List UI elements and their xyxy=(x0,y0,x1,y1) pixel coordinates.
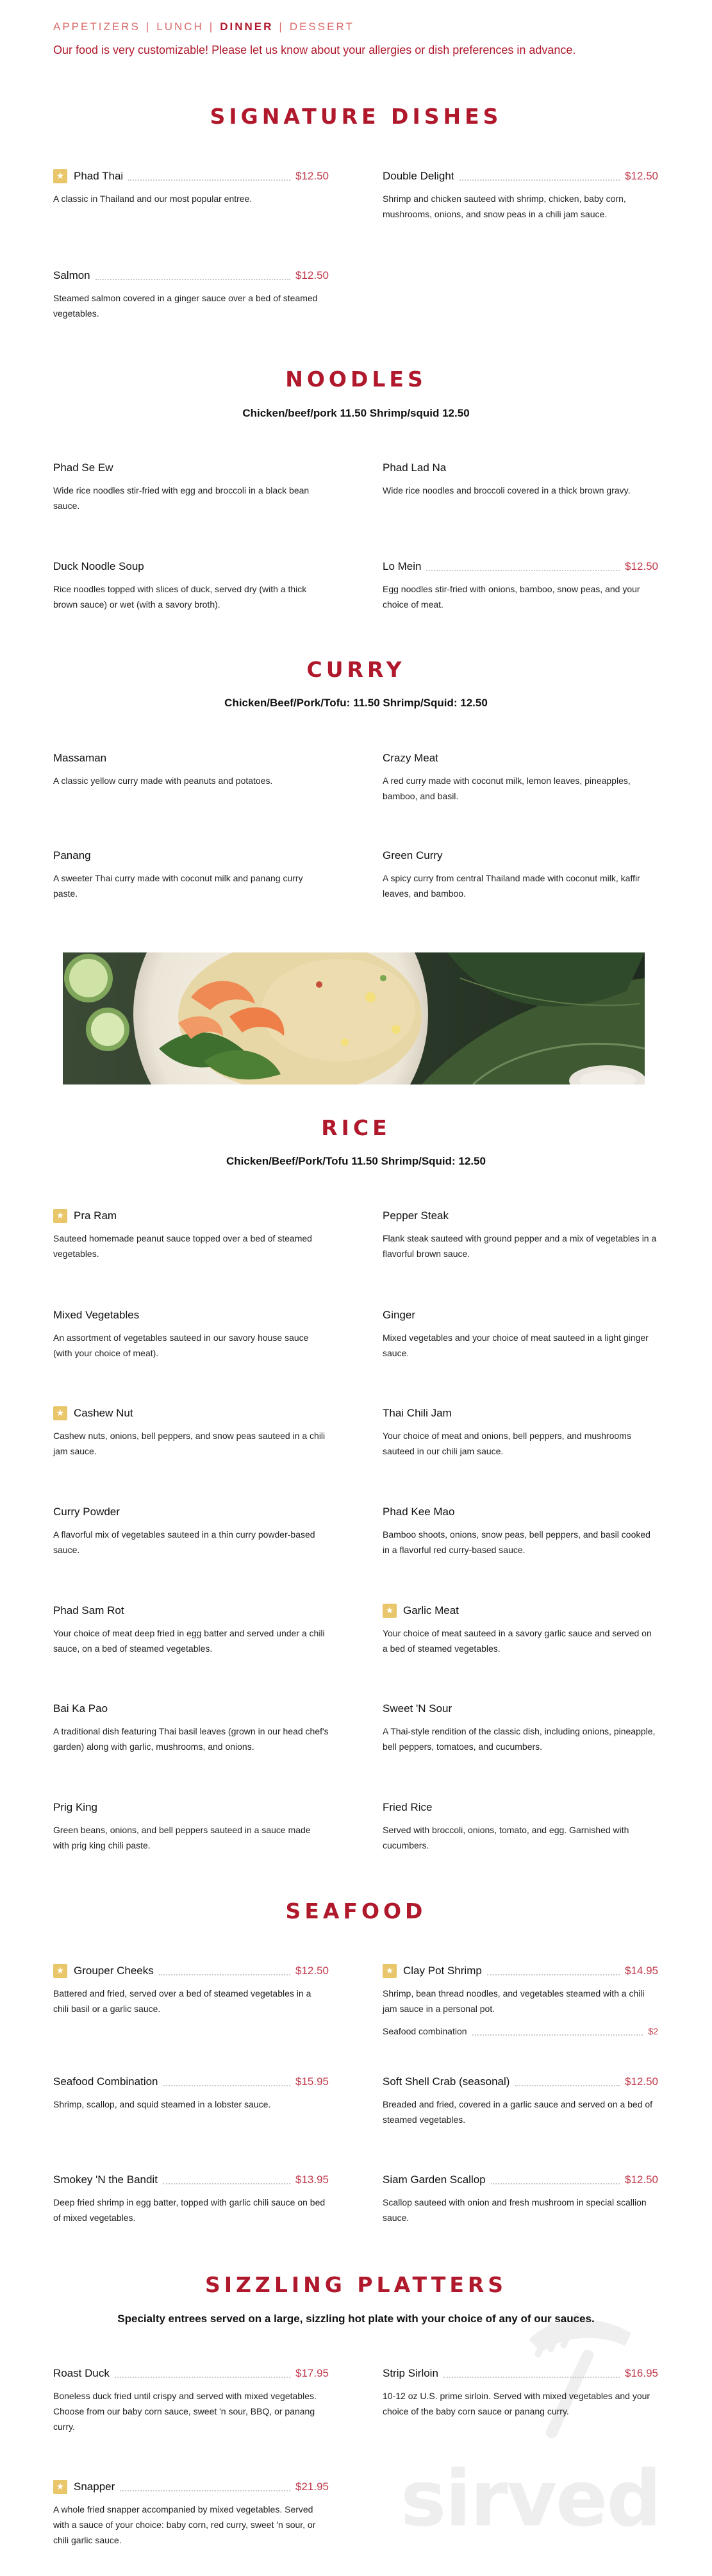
item-name: Siam Garden Scallop xyxy=(383,2173,486,2186)
item-price: $16.95 xyxy=(625,2367,658,2379)
leader-dots xyxy=(515,2077,620,2086)
leader-dots xyxy=(128,172,290,181)
item-price: $12.50 xyxy=(625,2075,658,2088)
menu-item xyxy=(383,750,658,804)
item-description: Flank steak sauteed with ground pepper and a mix of vegetables in a flavorful brown sauce. xyxy=(383,1233,657,1259)
item-price: $14.95 xyxy=(625,1965,658,1977)
item-description: A whole fried snapper accompanied by mixed vegetables. Served with a sauce of your choice: baby corn, red curry, sweet 'n sour, or chili garlic sauce. xyxy=(53,2504,316,2545)
menu-item xyxy=(53,847,329,901)
leader-dots xyxy=(159,1966,290,1975)
star-icon: ★ xyxy=(53,1406,67,1420)
item-description: A spicy curry from central Thailand made with coconut milk, kaffir leaves, and bamboo. xyxy=(383,873,640,899)
item-description: Breaded and fried, covered in a garlic sauce and served on a bed of steamed vegetables. xyxy=(383,2099,653,2125)
menu-item xyxy=(383,1963,658,2038)
item-name: Clay Pot Shrimp xyxy=(403,1965,482,1977)
item-description: Rice noodles topped with slices of duck, served dry (with a thick brown sauce) or wet (with a savory broth). xyxy=(53,584,307,610)
item-description: 10-12 oz U.S. prime sirloin. Served with mixed vegetables and your choice of the baby corn sauce or panang curry. xyxy=(383,2391,650,2416)
nav-separator: | xyxy=(279,21,284,33)
menu-item xyxy=(53,750,329,788)
section-title-noodles: NOODLES xyxy=(285,367,427,392)
nav-dessert[interactable]: DESSERT xyxy=(289,21,354,33)
menu-item xyxy=(53,1307,329,1361)
item-description: Sauteed homemade peanut sauce topped over a bed of steamed vegetables. xyxy=(53,1233,312,1259)
item-description: Deep fried shrimp in egg batter, topped with garlic chili sauce on bed of mixed vegetables. xyxy=(53,2197,326,2223)
item-description: Your choice of meat and onions, bell peppers, and mushrooms sauteed in our chili jam sauce. xyxy=(383,1431,631,1456)
item-description: A Thai-style rendition of the classic dish, including onions, pineapple, bell peppers, tomatoes, and cucumbers. xyxy=(383,1726,656,1752)
item-name: Smokey 'N the Bandit xyxy=(53,2173,158,2186)
item-name: Snapper xyxy=(74,2480,115,2493)
menu-item xyxy=(383,1700,658,1754)
item-price: $21.95 xyxy=(295,2480,329,2493)
item-description: Wide rice noodles and broccoli covered in a thick brown gravy. xyxy=(383,485,631,495)
menu-item xyxy=(53,2172,329,2225)
item-price: $13.95 xyxy=(295,2173,329,2186)
item-description: Served with broccoli, onions, tomato, and egg. Garnished with cucumbers. xyxy=(383,1825,629,1850)
item-name: Seafood Combination xyxy=(53,2075,158,2088)
item-name: Mixed Vegetables xyxy=(53,1309,140,1321)
item-price: $15.95 xyxy=(295,2075,329,2088)
item-description: A classic yellow curry made with peanuts and potatoes. xyxy=(53,776,273,786)
item-name: Crazy Meat xyxy=(383,752,438,764)
item-description: A flavorful mix of vegetables sauteed in a thin curry powder-based sauce. xyxy=(53,1529,315,1555)
item-name: Fried Rice xyxy=(383,1801,433,1813)
item-price: $12.50 xyxy=(625,2173,658,2186)
item-description: Wide rice noodles stir-fried with egg and broccoli in a black bean sauce. xyxy=(53,485,310,511)
menu-item xyxy=(383,2172,658,2225)
leader-dots xyxy=(163,2077,290,2086)
item-description: Cashew nuts, onions, bell peppers, and snow peas sauteed in a chili jam sauce. xyxy=(53,1431,326,1456)
item-description: An assortment of vegetables sauteed in our savory house sauce (with your choice of meat). xyxy=(53,1333,309,1358)
menu-item xyxy=(53,1208,329,1261)
curry-pricing: Chicken/Beef/Pork/Tofu: 11.50 Shrimp/Squid: 12.50 xyxy=(224,697,488,709)
item-description: Battered and fried, served over a bed of steamed vegetables in a chili basil or a garlic sauce. xyxy=(53,1988,311,2014)
menu-item xyxy=(383,1208,658,1261)
item-description: A red curry made with coconut milk, lemon leaves, pineapples, bamboo, and basil. xyxy=(383,776,631,801)
menu-item xyxy=(53,2479,329,2548)
rice-pricing: Chicken/Beef/Pork/Tofu 11.50 Shrimp/Squid: 12.50 xyxy=(226,1155,486,1167)
star-icon: ★ xyxy=(53,2480,67,2494)
item-price: $12.50 xyxy=(625,170,658,182)
leader-dots xyxy=(491,2175,620,2184)
menu-item xyxy=(53,1405,329,1459)
addon-option xyxy=(383,2024,658,2038)
item-name: Strip Sirloin xyxy=(383,2367,438,2379)
menu-item xyxy=(383,1602,658,1656)
sizzling-subtitle: Specialty entrees served on a large, sizzling hot plate with your choice of any of our sauces. xyxy=(117,2313,595,2325)
noodles-pricing: Chicken/beef/pork 11.50 Shrimp/squid 12.50 xyxy=(242,407,470,419)
menu-item xyxy=(383,847,658,901)
item-price: $17.95 xyxy=(295,2367,329,2379)
leader-dots xyxy=(95,271,290,280)
leader-dots xyxy=(459,172,620,181)
item-name: Thai Chili Jam xyxy=(383,1407,452,1419)
nav-lunch[interactable]: LUNCH xyxy=(156,21,204,33)
item-description: Bamboo shoots, onions, snow peas, bell peppers, and basil cooked in a flavorful red curry-based sauce. xyxy=(383,1529,650,1555)
star-icon: ★ xyxy=(53,169,67,183)
menu-item xyxy=(53,1963,329,2016)
menu-item xyxy=(383,558,658,612)
item-name: Double Delight xyxy=(383,170,454,182)
menu-item xyxy=(383,1799,658,1853)
section-title-curry: CURRY xyxy=(306,657,406,682)
allergy-notice: Our food is very customizable! Please let us know about your allergies or dish preferences in advance. xyxy=(53,44,576,56)
item-name: Garlic Meat xyxy=(403,1604,459,1616)
item-name: Soft Shell Crab (seasonal) xyxy=(383,2075,510,2088)
menu-category-nav xyxy=(53,21,354,33)
menu-item xyxy=(383,168,658,222)
item-price: $12.50 xyxy=(295,1965,329,1977)
item-description: Your choice of meat sauteed in a savory garlic sauce and served on a bed of steamed vegetables. xyxy=(383,1628,652,1654)
addon-price: $2 xyxy=(648,2026,658,2036)
section-title-sizzling: SIZZLING PLATTERS xyxy=(204,2272,508,2297)
star-icon: ★ xyxy=(383,1964,397,1978)
menu-item xyxy=(383,1504,658,1558)
item-name: Duck Noodle Soup xyxy=(53,560,144,572)
menu-item xyxy=(53,1700,329,1754)
menu-item xyxy=(53,558,329,612)
item-description: Shrimp, scallop, and squid steamed in a lobster sauce. xyxy=(53,2099,271,2109)
leader-dots xyxy=(426,562,620,571)
menu-item xyxy=(53,2365,329,2434)
section-title-seafood: SEAFOOD xyxy=(285,1899,427,1924)
menu-item xyxy=(383,1307,658,1361)
leader-dots xyxy=(120,2482,290,2491)
item-name: Sweet 'N Sour xyxy=(383,1702,452,1715)
item-name: Grouper Cheeks xyxy=(74,1965,154,1977)
item-name: Phad Kee Mao xyxy=(383,1506,455,1518)
leader-dots xyxy=(487,1966,620,1975)
item-description: Steamed salmon covered in a ginger sauce over a bed of steamed vegetables. xyxy=(53,293,318,319)
item-description: A sweeter Thai curry made with coconut milk and panang curry paste. xyxy=(53,873,303,899)
item-name: Pra Ram xyxy=(74,1209,117,1222)
section-title-rice: RICE xyxy=(321,1115,391,1140)
item-name: Green Curry xyxy=(383,849,443,861)
item-name: Lo Mein xyxy=(383,560,422,572)
leader-dots xyxy=(163,2175,290,2184)
item-name: Salmon xyxy=(53,269,90,281)
nav-separator: | xyxy=(209,21,215,33)
menu-item xyxy=(53,1602,329,1656)
menu-item xyxy=(53,267,329,321)
item-description: Shrimp, bean thread noodles, and vegetables steamed with a chili jam sauce in a personal pot. xyxy=(383,1988,645,2014)
item-description: Scallop sauteed with onion and fresh mushroom in special scallion sauce. xyxy=(383,2197,647,2223)
item-name: Phad Sam Rot xyxy=(53,1604,124,1616)
item-name: Roast Duck xyxy=(53,2367,110,2379)
menu-item xyxy=(383,460,658,498)
section-title-signature: SIGNATURE DISHES xyxy=(210,104,502,129)
item-name: Cashew Nut xyxy=(74,1407,133,1419)
star-icon: ★ xyxy=(53,1209,67,1223)
leader-dots xyxy=(443,2369,620,2378)
item-name: Panang xyxy=(53,849,91,861)
item-name: Phad Thai xyxy=(74,170,124,182)
item-name: Massaman xyxy=(53,752,107,764)
leader-dots xyxy=(472,2027,643,2036)
item-description: Egg noodles stir-fried with onions, bamboo, snow peas, and your choice of meat. xyxy=(383,584,640,610)
menu-item xyxy=(53,2073,329,2112)
item-name: Curry Powder xyxy=(53,1506,120,1518)
sirved-watermark: sirved xyxy=(401,2455,661,2544)
addon-name: Seafood combination xyxy=(383,2026,467,2036)
menu-item xyxy=(53,1504,329,1558)
menu-item xyxy=(53,460,329,513)
nav-separator: | xyxy=(145,21,151,33)
item-name: Ginger xyxy=(383,1309,416,1321)
item-name: Pepper Steak xyxy=(383,1209,449,1222)
shrimp-fried-rice-photo xyxy=(63,952,645,1084)
menu-item xyxy=(53,168,329,206)
nav-appetizers[interactable]: APPETIZERS xyxy=(53,21,140,33)
item-name: Phad Se Ew xyxy=(53,461,113,474)
star-icon: ★ xyxy=(383,1604,397,1618)
item-price: $12.50 xyxy=(625,560,658,572)
nav-dinner[interactable]: DINNER xyxy=(220,21,274,33)
item-price: $12.50 xyxy=(295,269,329,281)
item-price: $12.50 xyxy=(295,170,329,182)
item-description: A classic in Thailand and our most popular entree. xyxy=(53,194,253,204)
menu-item xyxy=(383,1405,658,1459)
menu-item xyxy=(383,2073,658,2127)
item-description: A traditional dish featuring Thai basil leaves (grown in our head chef's garden) along with garlic, mushrooms, and onions. xyxy=(53,1726,329,1752)
leader-dots xyxy=(115,2369,290,2378)
item-name: Phad Lad Na xyxy=(383,461,447,474)
star-icon: ★ xyxy=(53,1964,67,1978)
item-description: Boneless duck fried until crispy and served with mixed vegetables. Choose from our baby corn sauce, sweet 'n sour, BBQ, or panang curry. xyxy=(53,2391,317,2432)
item-description: Your choice of meat deep fried in egg batter and served under a chili sauce, on a bed of steamed vegetables. xyxy=(53,1628,325,1654)
item-name: Bai Ka Pao xyxy=(53,1702,108,1715)
item-description: Green beans, onions, and bell peppers sauteed in a sauce made with prig king chili paste. xyxy=(53,1825,311,1850)
menu-item xyxy=(383,2365,658,2419)
item-description: Shrimp and chicken sauteed with shrimp, chicken, baby corn, mushrooms, onions, and snow peas in a chili jam sauce. xyxy=(383,194,626,219)
item-name: Prig King xyxy=(53,1801,97,1813)
item-description: Mixed vegetables and your choice of meat sauteed in a light ginger sauce. xyxy=(383,1333,649,1358)
menu-item xyxy=(53,1799,329,1853)
